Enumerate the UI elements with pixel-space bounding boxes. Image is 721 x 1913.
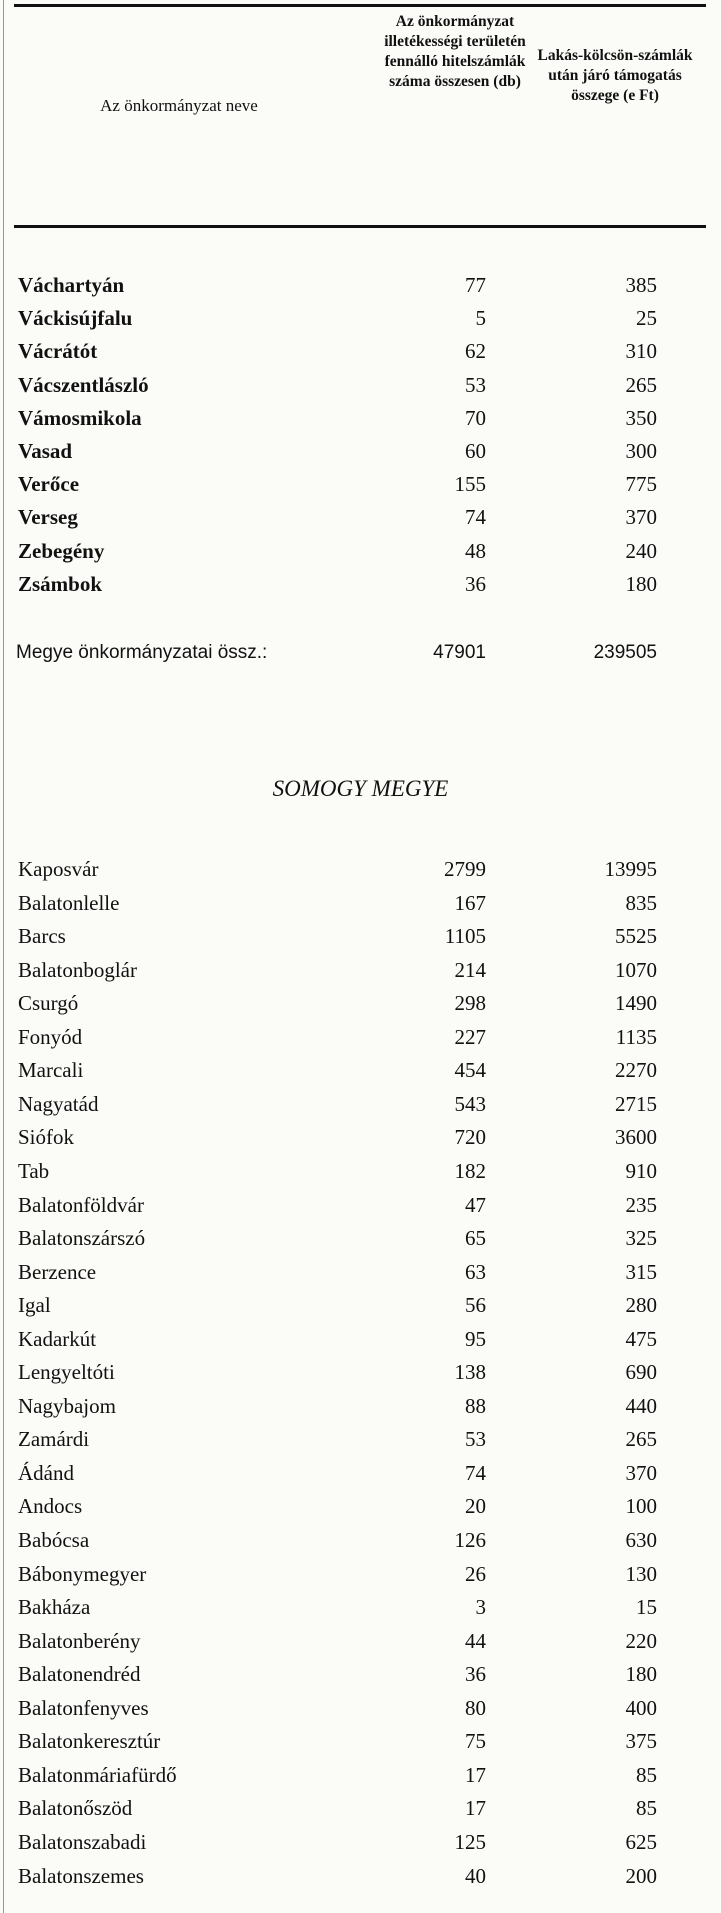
support-amount: 240 xyxy=(625,538,657,563)
account-count: 5 xyxy=(475,306,486,331)
account-count: 1105 xyxy=(444,924,486,949)
support-amount: 630 xyxy=(625,1528,657,1552)
table-row xyxy=(0,1827,721,1857)
header-name-column: Az önkormányzat neve xyxy=(100,96,258,115)
table-row xyxy=(0,1592,721,1622)
support-amount: 235 xyxy=(625,1192,657,1217)
support-amount: 1070 xyxy=(615,957,657,982)
municipality-name: Verseg xyxy=(18,505,78,530)
support-amount: 300 xyxy=(625,439,657,463)
table-row xyxy=(0,1290,721,1320)
municipality-name: Vámosmikola xyxy=(18,405,142,430)
support-amount: 180 xyxy=(625,571,657,596)
account-count: 70 xyxy=(465,405,486,430)
support-amount: 25 xyxy=(636,306,657,331)
account-count: 48 xyxy=(465,538,486,563)
municipality-name: Balatonszárszó xyxy=(18,1226,146,1251)
account-count: 454 xyxy=(454,1058,486,1083)
account-count: 74 xyxy=(465,1460,486,1485)
municipality-name: Lengyeltóti xyxy=(18,1360,115,1385)
support-amount: 1135 xyxy=(615,1024,657,1049)
county-total-row xyxy=(0,638,721,668)
support-amount: 1490 xyxy=(615,991,657,1016)
municipality-name: Balatonkeresztúr xyxy=(18,1729,161,1754)
support-amount: 625 xyxy=(625,1829,657,1854)
table-row xyxy=(0,1626,721,1656)
support-amount: 690 xyxy=(625,1360,657,1385)
municipality-name: Bakháza xyxy=(18,1595,91,1620)
table-row xyxy=(0,1022,721,1052)
table-row xyxy=(0,1726,721,1756)
support-amount: 5525 xyxy=(615,924,657,949)
municipality-name: Fonyód xyxy=(18,1024,83,1049)
account-count: 60 xyxy=(465,439,486,463)
municipality-name: Kaposvár xyxy=(18,857,99,881)
support-amount: 200 xyxy=(625,1863,657,1888)
total-count: 47901 xyxy=(433,642,486,663)
account-count: 80 xyxy=(465,1695,486,1720)
municipality-name: Balatonszabadi xyxy=(18,1829,147,1854)
table-top-rule xyxy=(14,4,706,7)
municipality-name: Zebegény xyxy=(18,538,105,563)
support-amount: 775 xyxy=(625,472,657,497)
total-label: Megye önkormányzatai össz.: xyxy=(16,642,268,663)
table-row xyxy=(0,1324,721,1354)
municipality-name: Balatonőszöd xyxy=(18,1796,133,1821)
total-amount: 239505 xyxy=(593,642,657,663)
support-amount: 280 xyxy=(625,1293,657,1318)
account-count: 138 xyxy=(454,1360,486,1385)
account-count: 77 xyxy=(465,273,486,297)
table-row xyxy=(0,1525,721,1555)
support-amount: 3600 xyxy=(615,1125,657,1150)
header-count-column: Az önkormányzat illetékességi területén fennálló hitelszámlák száma összesen (db) xyxy=(384,13,526,90)
municipality-name: Balatonboglár xyxy=(18,957,137,982)
support-amount: 315 xyxy=(625,1259,657,1284)
section-title: SOMOGY MEGYE xyxy=(272,776,449,801)
municipality-name: Tab xyxy=(18,1158,50,1183)
account-count: 167 xyxy=(454,890,486,915)
support-amount: 130 xyxy=(625,1561,657,1586)
municipality-name: Balatonmáriafürdő xyxy=(18,1762,177,1787)
municipality-name: Zsámbok xyxy=(18,571,103,596)
support-amount: 85 xyxy=(636,1762,657,1787)
municipality-name: Balatonlelle xyxy=(18,890,120,915)
account-count: 182 xyxy=(454,1158,486,1183)
account-count: 44 xyxy=(465,1628,486,1653)
table-row xyxy=(0,1793,721,1823)
municipality-name: Nagyatád xyxy=(18,1091,99,1116)
municipality-name: Berzence xyxy=(18,1259,97,1284)
municipality-name: Balatonszemes xyxy=(18,1863,144,1888)
table-row xyxy=(0,921,721,951)
account-count: 720 xyxy=(454,1125,486,1150)
table-row xyxy=(0,1122,721,1152)
table-row xyxy=(0,1693,721,1723)
support-amount: 180 xyxy=(625,1662,657,1687)
account-count: 125 xyxy=(454,1829,486,1854)
support-amount: 385 xyxy=(625,273,657,297)
municipality-name: Zamárdi xyxy=(18,1427,90,1452)
support-amount: 400 xyxy=(625,1695,657,1720)
table-row xyxy=(0,1424,721,1454)
table-row xyxy=(0,1659,721,1689)
account-count: 65 xyxy=(465,1226,486,1251)
municipality-name: Vácszentlászló xyxy=(18,372,149,397)
support-amount: 440 xyxy=(625,1393,657,1418)
table-row xyxy=(0,1559,721,1589)
account-count: 20 xyxy=(465,1494,486,1519)
account-count: 75 xyxy=(465,1729,486,1754)
table-row xyxy=(0,1223,721,1253)
table-row xyxy=(0,1391,721,1421)
account-count: 543 xyxy=(454,1091,486,1116)
municipality-name: Marcali xyxy=(18,1058,84,1083)
account-count: 88 xyxy=(465,1393,486,1418)
support-amount: 2715 xyxy=(615,1091,657,1116)
account-count: 56 xyxy=(465,1293,486,1318)
table-row xyxy=(0,955,721,985)
support-amount: 15 xyxy=(636,1595,657,1620)
municipality-name: Barcs xyxy=(18,924,66,949)
municipality-name: Igal xyxy=(18,1293,51,1318)
municipality-name: Babócsa xyxy=(18,1528,90,1552)
table-row xyxy=(0,1458,721,1488)
support-amount: 375 xyxy=(625,1729,657,1754)
municipality-name: Vasad xyxy=(18,439,73,463)
municipality-name: Váckisújfalu xyxy=(18,306,133,331)
account-count: 95 xyxy=(465,1326,486,1351)
support-amount: 370 xyxy=(625,505,657,530)
table-row xyxy=(0,1861,721,1891)
municipality-name: Balatonberény xyxy=(18,1628,141,1653)
table-row xyxy=(0,1055,721,1085)
account-count: 74 xyxy=(465,505,486,530)
account-count: 53 xyxy=(465,1427,486,1452)
support-amount: 85 xyxy=(636,1796,657,1821)
header-amount-column: Lakás-kölcsön-számlák után járó támogatás összege (e Ft) xyxy=(537,47,693,104)
table-row xyxy=(0,888,721,918)
municipality-name: Siófok xyxy=(18,1125,75,1150)
account-count: 47 xyxy=(465,1192,486,1217)
support-amount: 13995 xyxy=(604,857,657,881)
table-row xyxy=(0,469,721,499)
support-amount: 370 xyxy=(625,1460,657,1485)
municipality-name: Balatonendréd xyxy=(18,1662,141,1687)
municipality-name: Verőce xyxy=(18,472,80,497)
account-count: 26 xyxy=(465,1561,486,1586)
support-amount: 265 xyxy=(625,1427,657,1452)
account-count: 17 xyxy=(465,1762,486,1787)
municipality-name: Andocs xyxy=(18,1494,83,1519)
table-row xyxy=(0,303,721,333)
table-row xyxy=(0,1357,721,1387)
header-bottom-rule xyxy=(14,225,706,228)
municipality-name: Kadarkút xyxy=(18,1326,97,1351)
account-count: 126 xyxy=(454,1528,486,1552)
support-amount: 2270 xyxy=(615,1058,657,1083)
table-row xyxy=(0,1156,721,1186)
table-row xyxy=(0,988,721,1018)
table-row xyxy=(0,403,721,433)
support-amount: 265 xyxy=(625,372,657,397)
table-row xyxy=(0,569,721,599)
account-count: 63 xyxy=(465,1259,486,1284)
table-row xyxy=(0,854,721,884)
municipality-name: Bábonymegyer xyxy=(18,1561,147,1586)
table-row xyxy=(0,502,721,532)
table-row xyxy=(0,1760,721,1790)
table-row xyxy=(0,1491,721,1521)
account-count: 3 xyxy=(475,1595,486,1620)
account-count: 62 xyxy=(465,339,486,364)
support-amount: 310 xyxy=(625,339,657,364)
municipality-name: Váchartyán xyxy=(18,273,125,297)
municipality-name: Csurgó xyxy=(18,991,79,1016)
support-amount: 910 xyxy=(625,1158,657,1183)
municipality-name: Nagybajom xyxy=(18,1393,116,1418)
account-count: 2799 xyxy=(444,857,486,881)
municipality-name: Balatonfenyves xyxy=(18,1695,149,1720)
account-count: 36 xyxy=(465,1662,486,1687)
table-row xyxy=(0,370,721,400)
municipality-name: Balatonföldvár xyxy=(18,1192,144,1217)
account-count: 214 xyxy=(454,957,486,982)
account-count: 36 xyxy=(465,571,486,596)
support-amount: 475 xyxy=(625,1326,657,1351)
account-count: 298 xyxy=(454,991,486,1016)
table-row xyxy=(0,336,721,366)
account-count: 40 xyxy=(465,1863,486,1888)
municipality-name: Ádánd xyxy=(18,1460,74,1485)
support-amount: 835 xyxy=(625,890,657,915)
support-amount: 350 xyxy=(625,405,657,430)
table-row xyxy=(0,536,721,566)
account-count: 227 xyxy=(454,1024,486,1049)
table-row xyxy=(0,1089,721,1119)
table-row xyxy=(0,1257,721,1287)
support-amount: 220 xyxy=(625,1628,657,1653)
account-count: 17 xyxy=(465,1796,486,1821)
account-count: 53 xyxy=(465,372,486,397)
municipality-name: Vácrátót xyxy=(18,339,98,364)
table-row xyxy=(0,436,721,466)
table-row xyxy=(0,270,721,300)
table-row xyxy=(0,1190,721,1220)
account-count: 155 xyxy=(454,472,486,497)
support-amount: 100 xyxy=(625,1494,657,1519)
support-amount: 325 xyxy=(625,1226,657,1251)
